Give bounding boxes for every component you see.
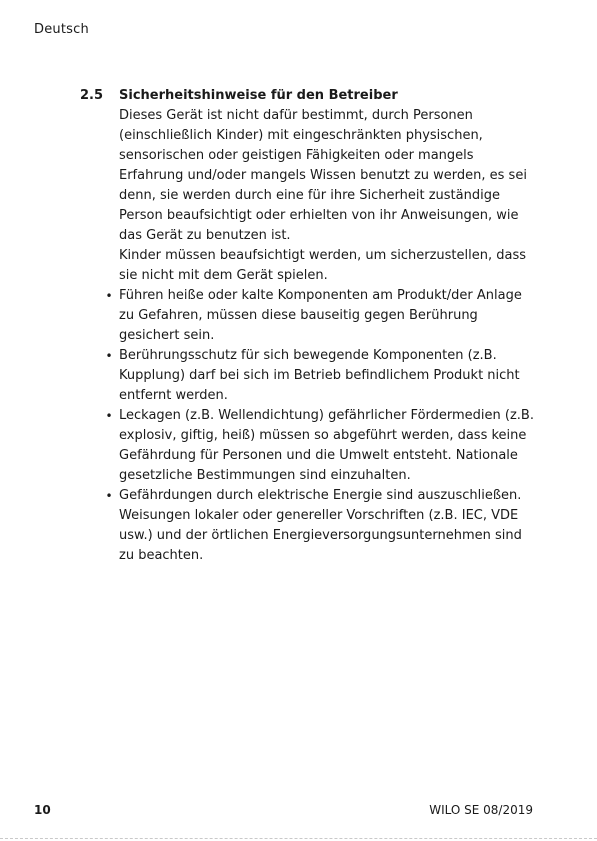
publisher-info: WILO SE 08/2019 — [429, 803, 533, 817]
bullet-icon: • — [105, 409, 113, 423]
page-footer — [34, 803, 533, 817]
page-number: 10 — [34, 803, 51, 817]
bullet-list — [105, 286, 539, 566]
language-label: Deutsch — [34, 22, 89, 37]
section-number: 2.5 — [80, 88, 104, 103]
list-item-text: Leckagen (z.B. Wellendichtung) gefährlicher Fördermedien (z.B. explosiv, giftig, heiß) müssen so abgeführt werden, dass keine Gefährdung für Personen und die Umwelt entsteht. Nationale gesetzliche Bestimmungen sind einzuhalten. — [119, 408, 534, 483]
list-item-text: Gefährdungen durch elektrische Energie sind auszuschließen. Weisungen lokaler oder genereller Vorschriften (z.B. IEC, VDE usw.) und der örtlichen Energieversorgungsunternehmen sind zu beachten. — [119, 488, 522, 563]
page-edge-divider — [0, 838, 597, 839]
list-item — [105, 406, 539, 486]
section-heading — [80, 86, 550, 106]
bullet-icon: • — [105, 489, 113, 503]
paragraph: Dieses Gerät ist nicht dafür bestimmt, durch Personen (einschließlich Kinder) mit eingeschränkten physischen, sensorischen oder geistigen Fähigkeiten oder mangels Erfahrung und/oder mangels Wissen benutzt zu werden, es sei denn, sie werden durch eine für ihre Sicherheit zuständige Person beaufsichtigt oder erhielten von ihr Anweisungen, wie das Gerät zu benutzen ist. — [119, 108, 527, 243]
bullet-icon: • — [105, 289, 113, 303]
safety-section — [80, 86, 550, 566]
list-item-text: Führen heiße oder kalte Komponenten am Produkt/der Anlage zu Gefahren, müssen diese bauseitig gegen Berührung gesichert sein. — [119, 288, 522, 343]
bullet-icon: • — [105, 349, 113, 363]
list-item — [105, 346, 539, 406]
list-item — [105, 486, 539, 566]
section-title: Sicherheitshinweise für den Betreiber — [119, 88, 398, 103]
section-body — [105, 106, 539, 566]
list-item — [105, 286, 539, 346]
list-item-text: Berührungsschutz für sich bewegende Komponenten (z.B. Kupplung) darf bei sich im Betrieb befindlichem Produkt nicht entfernt werden. — [119, 348, 520, 403]
paragraph: Kinder müssen beaufsichtigt werden, um sicherzustellen, dass sie nicht mit dem Gerät spielen. — [119, 248, 526, 283]
